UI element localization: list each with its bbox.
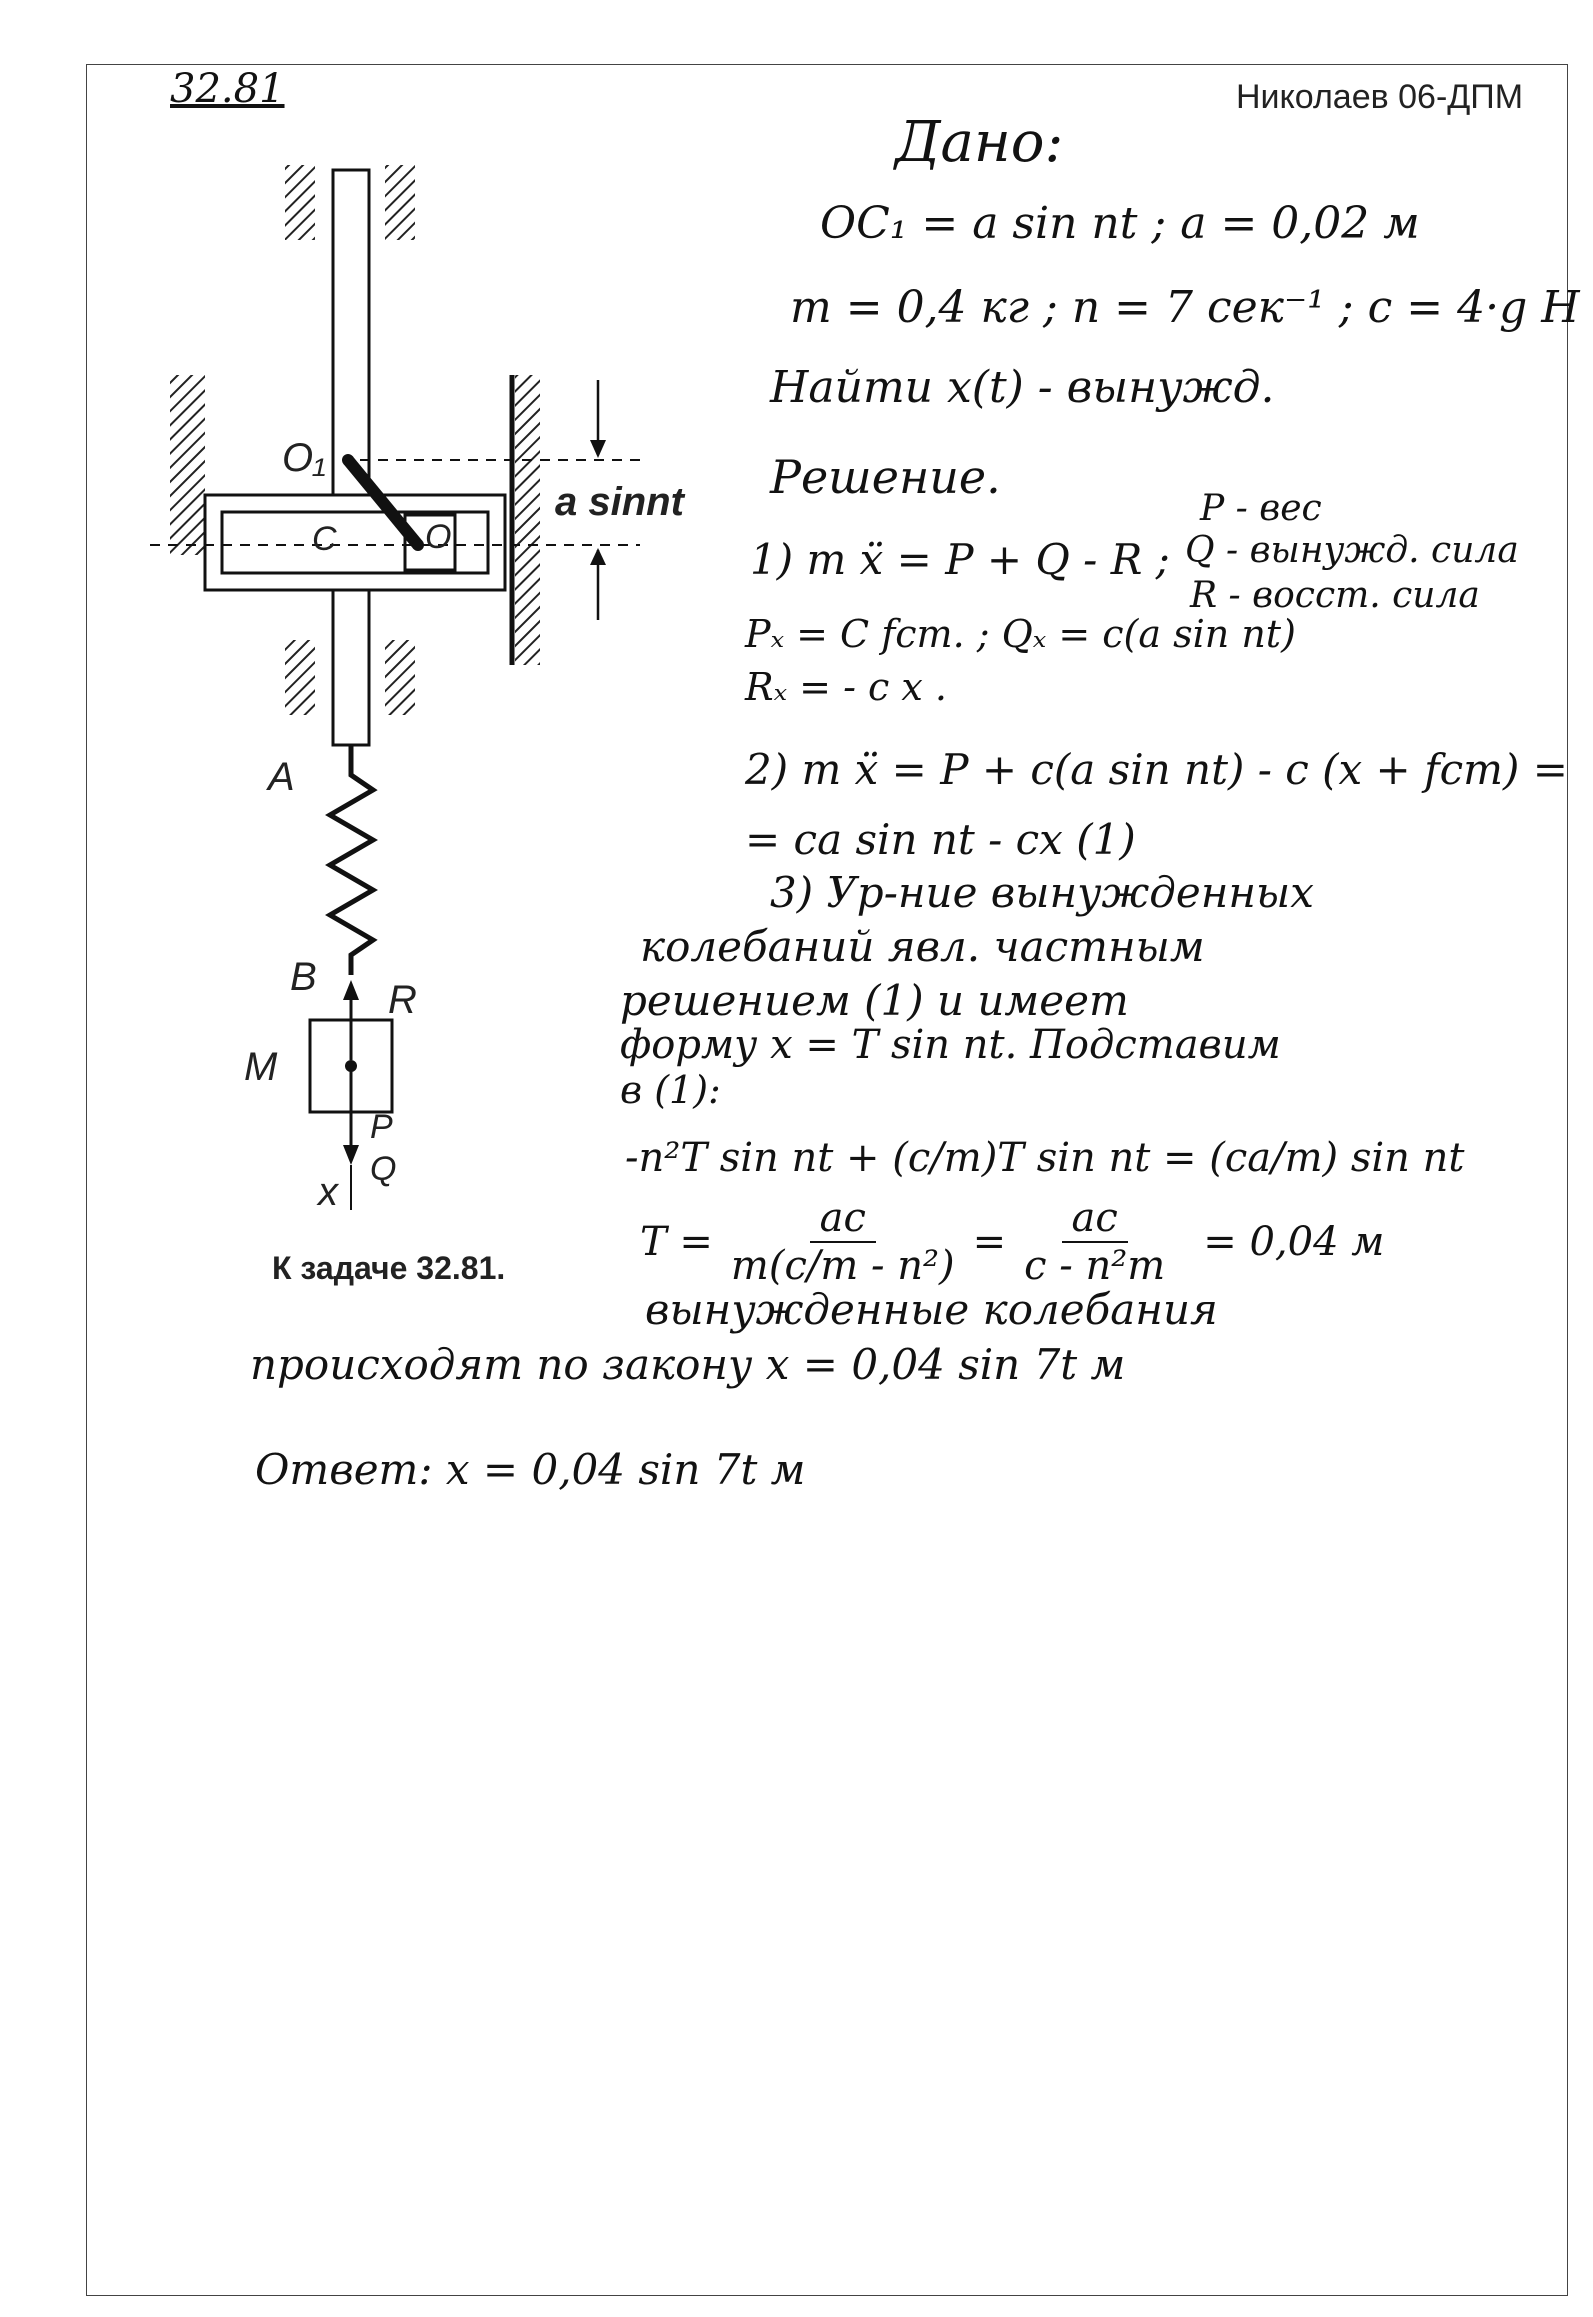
pivot-o1 (342, 454, 354, 466)
given-line-1: OC₁ = a sin nt ; a = 0,02 м (820, 198, 1420, 249)
label-o1: O₁ (282, 436, 326, 480)
problem-number: 32.81 (170, 66, 285, 112)
t-fraction-1 (721, 1195, 965, 1289)
label-p: P (370, 1108, 393, 1146)
guide-hatch-bottom-right (385, 640, 415, 715)
t-frac2-den: c - n²m (1024, 1243, 1166, 1289)
legend-p: P - вес (1200, 488, 1322, 529)
find-line: Найти x(t) - вынужд. (770, 362, 1275, 413)
label-c: C (312, 520, 337, 558)
step3-line-5: в (1): (620, 1068, 721, 1112)
t-frac1-den: m(c/m - n²) (730, 1243, 955, 1289)
t-formula (640, 1195, 1384, 1289)
label-b: B (290, 955, 317, 999)
step3-line-4: форму x = T sin nt. Подставим (620, 1022, 1281, 1068)
answer-line: Ответ: x = 0,04 sin 7t м (255, 1445, 806, 1494)
wall-hatch-left (170, 375, 205, 555)
wall-hatch-right (515, 375, 540, 665)
spring (330, 745, 373, 975)
label-a: A (268, 755, 295, 799)
label-r: R (388, 978, 417, 1022)
given-title: Дано: (895, 110, 1064, 175)
guide-hatch-top-left (285, 165, 315, 240)
legend-q: Q - вынужд. сила (1185, 530, 1519, 571)
step2-line-a: 2) m ẍ = P + c(a sin nt) - c (x + fст) = (745, 745, 1568, 794)
t-fraction-2 (1014, 1195, 1175, 1289)
guide-hatch-bottom-left (285, 640, 315, 715)
t-prefix: T = (640, 1219, 713, 1265)
step1-forces-b: Rₓ = - c x . (745, 665, 947, 709)
t-frac2-num: ac (1062, 1195, 1128, 1243)
author-label: Николаев 06-ДПМ (1236, 78, 1524, 116)
figure-caption: К задаче 32.81. (272, 1250, 506, 1286)
t-equals: = (972, 1219, 1007, 1265)
label-o: O (425, 518, 452, 556)
step3-line-1: 3) Ур-ние вынужденных (770, 868, 1314, 917)
step1-equation: 1) m ẍ = P + Q - R ; (750, 535, 1170, 584)
conclusion-line-2: происходят по закону x = 0,04 sin 7t м (250, 1340, 1126, 1389)
given-line-2: m = 0,4 кг ; n = 7 сек⁻¹ ; c = 4·g Н (790, 282, 1580, 333)
substitution-equation: -n²T sin nt + (c/m)T sin nt = (ca/m) sin nt (625, 1135, 1465, 1181)
step1-forces-a: Pₓ = C fст. ; Qₓ = c(a sin nt) (745, 612, 1296, 656)
label-q: Q (370, 1150, 397, 1188)
label-m: M (244, 1045, 278, 1089)
step3-line-3: решением (1) и имеет (620, 976, 1129, 1025)
legend-r: R - восст. сила (1190, 575, 1480, 616)
guide-hatch-top-right (385, 165, 415, 240)
solution-title: Решение. (770, 450, 1001, 504)
t-frac1-num: ac (810, 1195, 876, 1243)
label-x: x (318, 1170, 338, 1214)
slotted-frame (205, 495, 505, 590)
label-asinnt: a sinnt (555, 480, 684, 524)
t-result: = 0,04 м (1203, 1219, 1385, 1265)
conclusion-line-1: вынужденные колебания (645, 1285, 1218, 1334)
step2-line-b: = ca sin nt - cx (1) (745, 815, 1136, 864)
step3-line-2: колебаний явл. частным (640, 922, 1205, 971)
